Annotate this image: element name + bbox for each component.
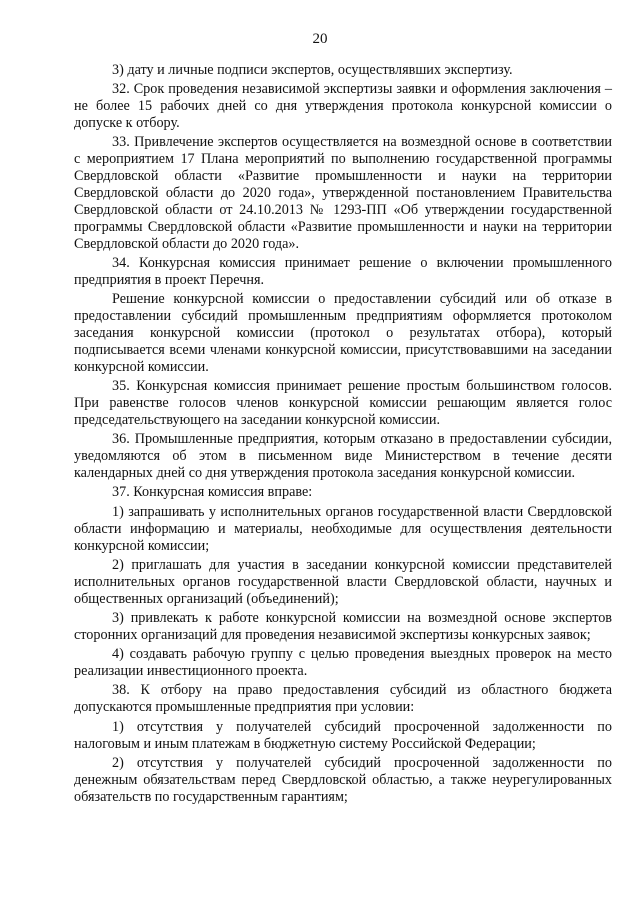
paragraph-37-commission-rights: 37. Конкурсная комиссия вправе: <box>112 484 313 501</box>
paragraph-38-admission-conditions: 38. К отбору на право предоставления субсидий из областного бюджета допускаются промышленные предприятия при условии: <box>74 682 612 716</box>
paragraph-37-item-3: 3) привлекать к работе конкурсной комиссии на возмездной основе экспертов сторонних организаций для проведения независимой экспертизы конкурсных заявок; <box>74 610 612 643</box>
page-number: 20 <box>312 31 328 47</box>
paragraph-37-item-4: 4) создавать рабочую группу с целью проведения выездных проверок на место реализации инвестиционного проекта. <box>74 646 612 680</box>
paragraph-commission-decision-protocol: Решение конкурсной комиссии о предоставлении субсидий или об отказе в предоставлении субсидий промышленным предприятиям оформляется протоколом заседания конкурсной комиссии (протокол о результатах отбора), который подписывается всеми членами конкурсной комиссии, присутствовавшими на заседании конкурсной комиссии. <box>74 291 612 375</box>
paragraph-32-expertise-term: 32. Срок проведения независимой экспертизы заявки и оформления заключения – не более 15 рабочих дней со дня утверждения протокола конкурсной комиссии о допуске к отбору. <box>74 81 612 132</box>
paragraph-33-experts-engagement: 33. Привлечение экспертов осуществляется на возмездной основе в соответствии с мероприятием 17 Плана мероприятий по выполнению государственной программы Свердловской области «Развитие промышленности и науки на территории Свердловской области до 2020 года», утвержденной постановлением Правительства Свердловской области от 24.10.2013 № 1293-ПП «Об утверждении государственной программы Свердловской области «Развитие промышленности и науки на территории Свердловской области до 2020 года». <box>74 134 612 252</box>
paragraph-38-item-1: 1) отсутствия у получателей субсидий просроченной задолженности по налоговым и иным платежам в бюджетную систему Российской Федерации; <box>74 718 612 752</box>
paragraph-34-inclusion-decision: 34. Конкурсная комиссия принимает решение о включении промышленного предприятия в проект Перечня. <box>74 255 612 289</box>
paragraph-36-refusal-notice: 36. Промышленные предприятия, которым отказано в предоставлении субсидии, уведомляются об этом в письменном виде Министерством в течение десяти календарных дней со дня утверждения протокола заседания конкурсной комиссии. <box>74 431 612 482</box>
paragraph-37-item-2: 2) приглашать для участия в заседании конкурсной комиссии представителей исполнительных органов государственной власти Свердловской области, научных и общественных организаций (объединений); <box>74 556 612 607</box>
paragraph-35-majority-vote: 35. Конкурсная комиссия принимает решение простым большинством голосов. При равенстве голосов членов конкурсной комиссии решающим является голос председательствующего на заседании конкурсной комиссии. <box>74 378 612 429</box>
paragraph-item-3-signatures: 3) дату и личные подписи экспертов, осуществлявших экспертизу. <box>112 62 513 78</box>
paragraph-38-item-2: 2) отсутствия у получателей субсидий просроченной задолженности по денежным обязательствам перед Свердловской областью, а также неурегулированных обязательств по государственным гарантиям; <box>74 754 612 805</box>
paragraph-37-item-1: 1) запрашивать у исполнительных органов государственной власти Свердловской области информацию и материалы, необходимые для осуществления деятельности конкурсной комиссии; <box>74 503 612 554</box>
document-body <box>74 62 612 808</box>
